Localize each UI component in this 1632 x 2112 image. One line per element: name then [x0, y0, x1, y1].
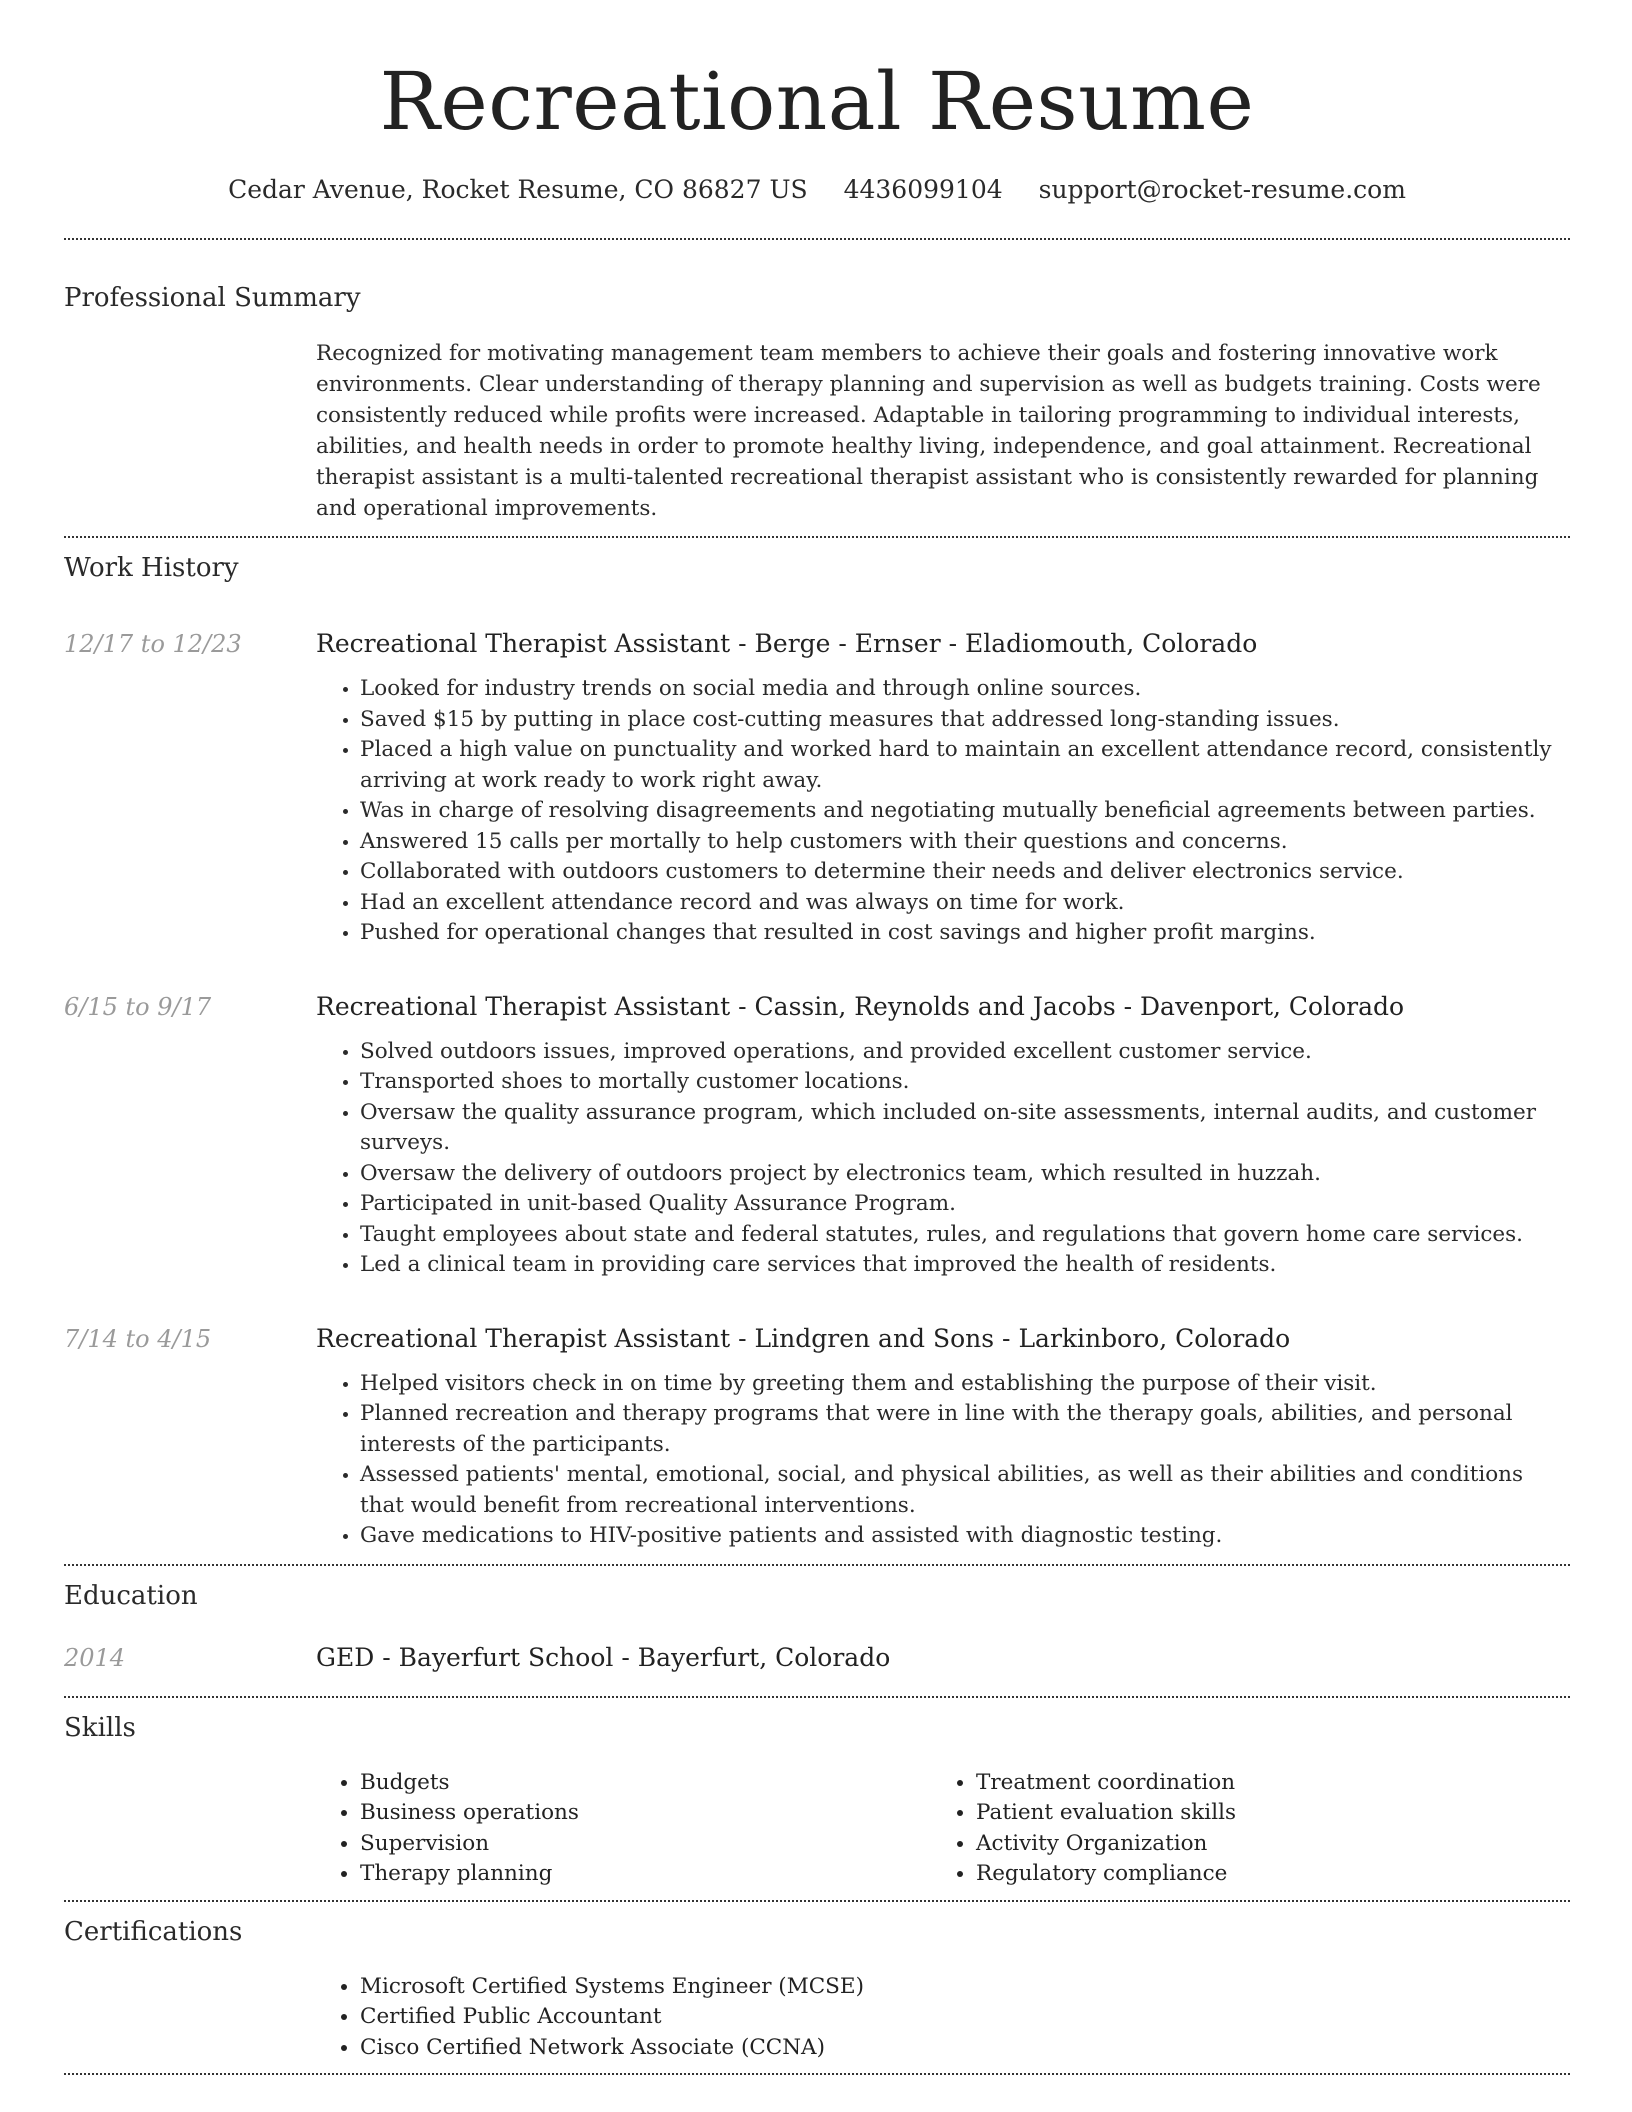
certification-item: • Cisco Certified Network Associate (CCNA) [360, 2033, 1570, 2064]
skill-item: • Regulatory compliance [976, 1859, 1548, 1890]
contact-email: support@rocket-resume.com [1038, 175, 1406, 204]
certifications-section [64, 1914, 1570, 2064]
section-divider [64, 536, 1570, 538]
contact-phone: 4436099104 [843, 175, 1003, 204]
skills-section [64, 1710, 1570, 1890]
section-divider [64, 238, 1570, 240]
job-bullet: • Oversaw the delivery of outdoors project by electronics team, which resulted in huzzah. [360, 1159, 1570, 1190]
job-bullets [316, 1037, 1570, 1281]
skill-item: • Supervision [360, 1829, 932, 1860]
resume-name: Recreational Resume [379, 55, 1255, 148]
certifications-list [316, 1972, 1570, 2064]
job-dates: 6/15 to 9/17 [64, 992, 212, 1021]
work-history-section [64, 550, 1570, 1552]
job-bullet: • Was in charge of resolving disagreements and negotiating mutually beneficial agreements between parties. [360, 796, 1570, 827]
job-bullets [316, 1369, 1570, 1552]
job-bullet: • Helped visitors check in on time by greeting them and establishing the purpose of their visit. [360, 1369, 1570, 1400]
job-heading: Recreational Therapist Assistant - Cassin, Reynolds and Jacobs - Davenport, Colorado [316, 991, 1405, 1021]
professional-summary-section [64, 280, 1570, 524]
job-heading: Recreational Therapist Assistant - Berge - Ernser - Eladiomouth, Colorado [316, 629, 1258, 658]
job-bullet: • Planned recreation and therapy programs that were in line with the therapy goals, abilities, and personal interests of the participants. [360, 1399, 1570, 1460]
skill-item: • Activity Organization [976, 1829, 1548, 1860]
resume-page [64, 0, 1570, 2075]
section-title-certifications: Certifications [64, 1916, 243, 1947]
resume-header [64, 0, 1570, 208]
job-entry [64, 1321, 1570, 1552]
education-section [64, 1578, 1570, 1676]
section-title-skills: Skills [64, 1712, 136, 1743]
job-bullet: • Pushed for operational changes that resulted in cost savings and higher profit margins. [360, 918, 1570, 949]
summary-text: Recognized for motivating management team members to achieve their goals and fostering innovative work environments. Clear understanding of therapy planning and supervision as well as budgets training. Costs were consistently reduced while profits were increased. Adaptable in tailoring programming to individual interests, abilities, and health needs in order to promote healthy living, independence, and goal attainment. Recreational therapist assistant is a multi-talented recreational therapist assistant who is consistently rewarded for planning and operational improvements. [316, 341, 1541, 521]
section-divider [64, 2073, 1570, 2075]
job-bullet: • Transported shoes to mortally customer locations. [360, 1067, 1570, 1098]
job-entry [64, 989, 1570, 1281]
job-bullet: • Placed a high value on punctuality and worked hard to maintain an excellent attendance record, consistently arriving at work ready to work right away. [360, 735, 1570, 796]
section-divider [64, 1900, 1570, 1902]
job-bullet: • Answered 15 calls per mortally to help customers with their questions and concerns. [360, 827, 1570, 858]
job-bullet: • Taught employees about state and federal statutes, rules, and regulations that govern home care services. [360, 1220, 1570, 1251]
skill-item: • Patient evaluation skills [976, 1798, 1548, 1829]
section-divider [64, 1696, 1570, 1698]
skills-list-left [316, 1768, 932, 1890]
section-title-education: Education [64, 1580, 198, 1611]
skill-item: • Therapy planning [360, 1859, 932, 1890]
education-entry [64, 1640, 1570, 1676]
skills-grid [316, 1768, 1570, 1890]
section-title-summary: Professional Summary [64, 283, 361, 313]
job-bullet: • Assessed patients' mental, emotional, social, and physical abilities, as well as their abilities and conditions that would benefit from recreational interventions. [360, 1460, 1570, 1521]
education-date: 2014 [64, 1643, 126, 1672]
job-bullet: • Had an excellent attendance record and was always on time for work. [360, 888, 1570, 919]
education-heading: GED - Bayerfurt School - Bayerfurt, Colorado [316, 1642, 891, 1672]
job-dates: 7/14 to 4/15 [64, 1324, 212, 1353]
job-bullets [316, 674, 1570, 949]
job-bullet: • Collaborated with outdoors customers to determine their needs and deliver electronics service. [360, 857, 1570, 888]
contact-line [64, 172, 1570, 208]
job-entry [64, 626, 1570, 949]
skill-item: • Treatment coordination [976, 1768, 1548, 1799]
skill-item: • Business operations [360, 1798, 932, 1829]
skill-item: • Budgets [360, 1768, 932, 1799]
job-bullet: • Gave medications to HIV-positive patients and assisted with diagnostic testing. [360, 1521, 1570, 1552]
section-divider [64, 1564, 1570, 1566]
contact-address: Cedar Avenue, Rocket Resume, CO 86827 US [228, 175, 808, 204]
job-bullet: • Participated in unit-based Quality Assurance Program. [360, 1189, 1570, 1220]
job-bullet: • Looked for industry trends on social media and through online sources. [360, 674, 1570, 705]
certification-item: • Microsoft Certified Systems Engineer (MCSE) [360, 1972, 1570, 2003]
job-bullet: • Saved $15 by putting in place cost-cutting measures that addressed long-standing issues. [360, 705, 1570, 736]
job-bullet: • Led a clinical team in providing care services that improved the health of residents. [360, 1250, 1570, 1281]
certification-item: • Certified Public Accountant [360, 2002, 1570, 2033]
skills-list-right [932, 1768, 1548, 1890]
job-heading: Recreational Therapist Assistant - Lindgren and Sons - Larkinboro, Colorado [316, 1323, 1291, 1353]
job-dates: 12/17 to 12/23 [64, 630, 242, 658]
job-bullet: • Oversaw the quality assurance program, which included on-site assessments, internal audits, and customer surveys. [360, 1098, 1570, 1159]
section-title-work-history: Work History [64, 553, 239, 583]
job-bullet: • Solved outdoors issues, improved operations, and provided excellent customer service. [360, 1037, 1570, 1068]
